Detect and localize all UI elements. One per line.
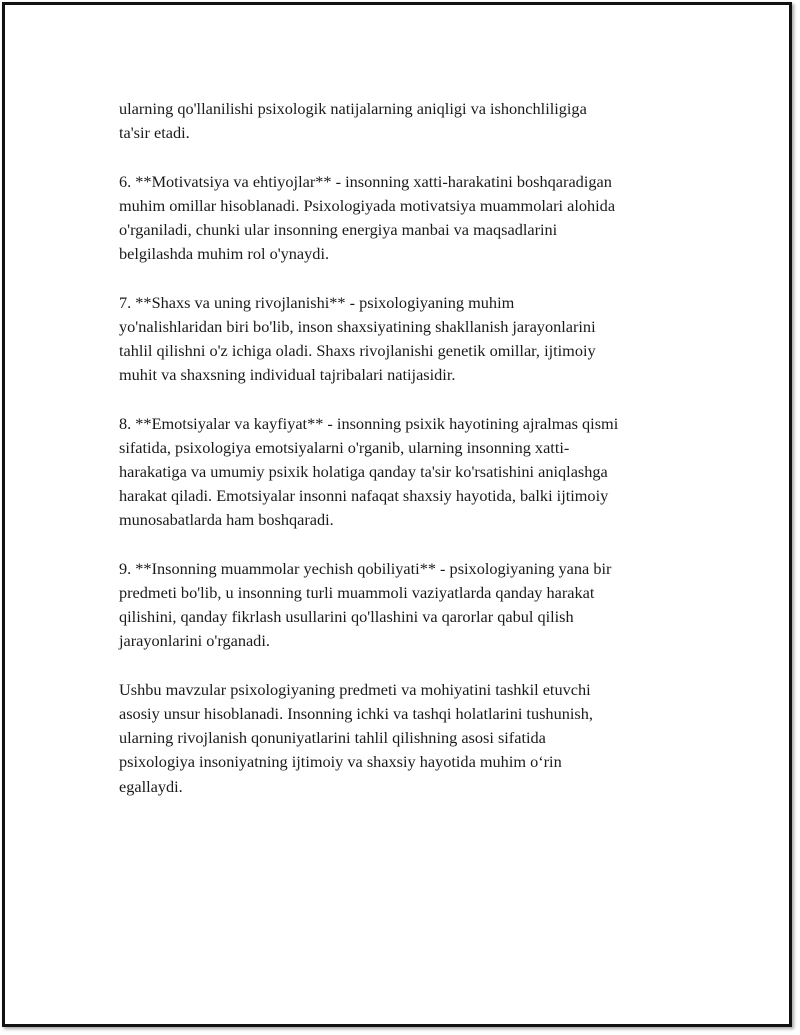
paragraph-1: ularning qo'llanilishi psixologik natijalarning aniqligi va ishonchliligiga ta'sir etadi. xyxy=(119,99,587,143)
paragraph-6: Ushbu mavzular psixologiyaning predmeti va mohiyatini tashkil etuvchi asosiy unsur hisoblanadi. Insonning ichki va tashqi holatlarini tushunish, ularning rivojlanish qonuniyatlarini tahlil qilishning asosi sifatida psixologiya insoniyatning ijtimoiy va shaxsiy hayotida muhim o‘rin egallaydi. xyxy=(119,679,593,796)
page-frame xyxy=(2,2,792,1027)
document-body xyxy=(119,97,699,823)
paragraph-3: 7. **Shaxs va uning rivojlanishi** - psixologiyaning muhim yo'nalishlaridan biri bo'lib, inson shaxsiyatining shakllanish jarayonlarini tahlil qilishni o'z ichiga oladi. Shaxs rivojlanishi genetik omillar, ijtimoiy muhit va shaxsning individual tajribalari natijasidir. xyxy=(119,292,596,385)
paragraph-5: 9. **Insonning muammolar yechish qobiliyati** - psixologiyaning yana bir predmeti bo'lib, u insonning turli muammoli vaziyatlarda qanday harakat qilishini, qanday fikrlash usullarini qo'llashini va qarorlar qabul qilish jarayonlarini o'rganadi. xyxy=(119,558,612,651)
paragraph-2: 6. **Motivatsiya va ehtiyojlar** - insonning xatti-harakatini boshqaradigan muhim omillar hisoblanadi. Psixologiyada motivatsiya muammolari alohida o'rganiladi, chunki ular insonning energiya manbai va maqsadlarini belgilashda muhim rol o'ynaydi. xyxy=(119,171,616,264)
paragraph-4: 8. **Emotsiyalar va kayfiyat** - insonning psixik hayotining ajralmas qismi sifatida, psixologiya emotsiyalarni o'rganib, ularning insonning xatti- harakatiga va umumiy psixik holatiga qanday ta'sir ko'rsatishini aniqlashga harakat qiladi. Emotsiyalar insonni nafaqat shaxsiy hayotida, balki ijtimoiy munosabatlarda ham boshqaradi. xyxy=(119,413,619,530)
